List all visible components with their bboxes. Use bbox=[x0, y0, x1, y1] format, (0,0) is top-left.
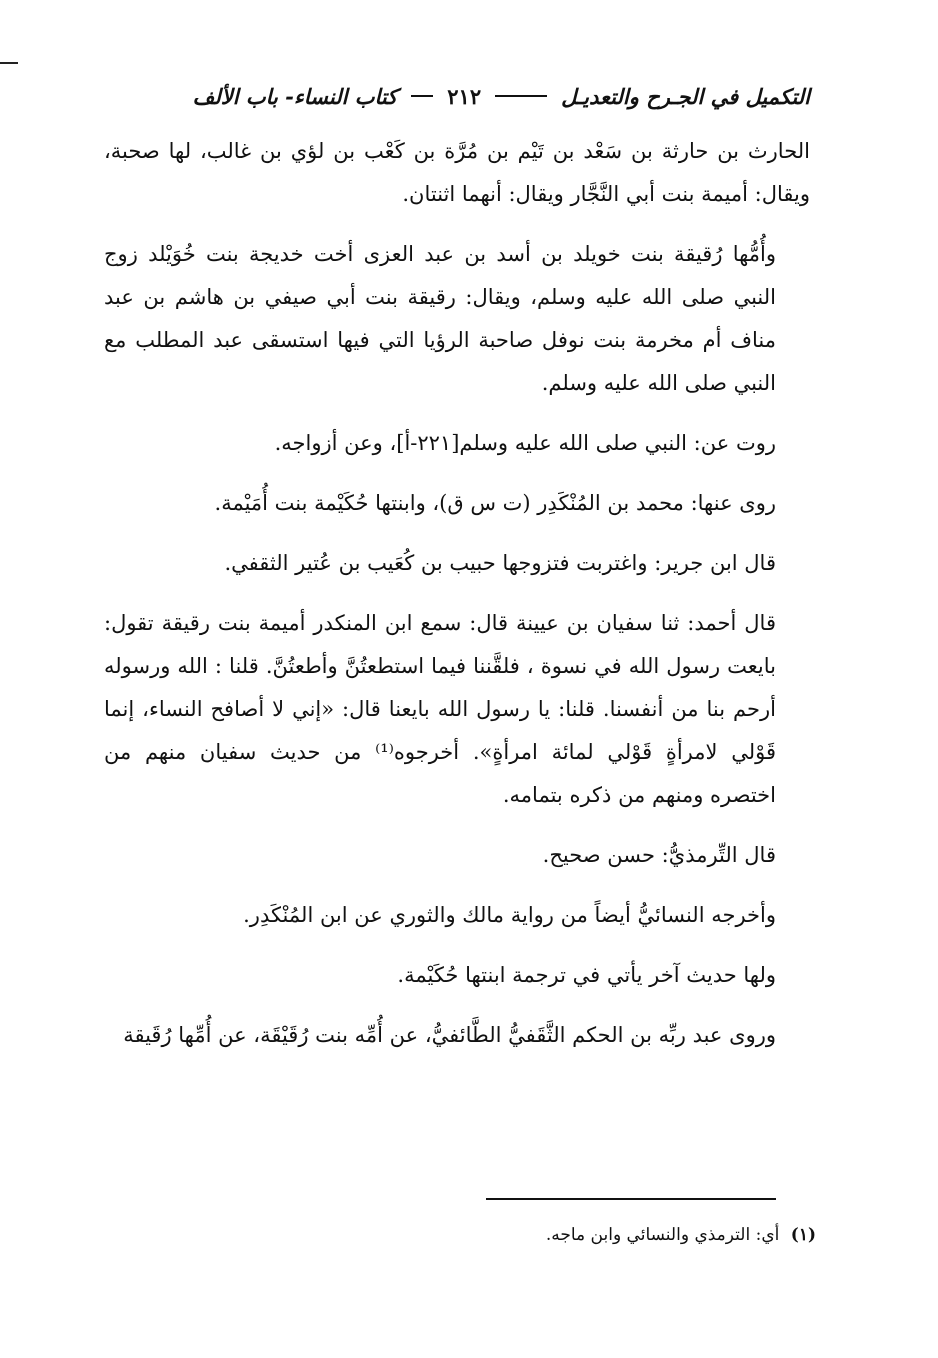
running-header bbox=[180, 78, 810, 114]
paragraph: وأخرجه النسائيُّ أيضاً من رواية مالك والثوري عن ابن المُنْكَدِر. bbox=[243, 903, 776, 927]
paragraph: قال أحمد: ثنا سفيان بن عيينة قال: سمع ابن المنكدر أميمة بنت رقيقة تقول: بايعت رسول الله في نسوة ، فلقَّننا فيما استطعتُنَّ وأطعتُنَّ. قلنا : الله ورسوله أرحم بنا من أنفسنا. قلنا: يا رسول الله بايعنا قال: «إني لا أصافح النساء، إنما قَوْلي لامرأةٍ قَوْلي لمائة امرأةٍ». أخرجوه⁽¹⁾ من حديث سفيان منهم من اختصره ومنهم من ذكره بتمامه. bbox=[104, 611, 776, 807]
book-title: التكميل في الجـرح والتعديـل bbox=[561, 83, 810, 109]
paragraph: ولها حديث آخر يأتي في ترجمة ابنتها حُكَيْمة. bbox=[397, 963, 776, 987]
footnote-divider bbox=[486, 1198, 776, 1200]
paragraph: روت عن: النبي صلى الله عليه وسلم[٢٢١-أ]، وعن أزواجه. bbox=[274, 431, 776, 455]
paragraph: قال التِّرمذيُّ: حسن صحيح. bbox=[542, 843, 776, 867]
paragraph: وأُمُّها رُقيقة بنت خويلد بن أسد بن عبد العزى أخت خديجة بنت خُوَيْلد زوج النبي صلى الله عليه وسلم، ويقال: رقيقة بنت أبي صيفي بن هاشم بن عبد مناف أم مخرمة بنت نوفل صاحبة الرؤيا التي فيها استسقى عبد المطلب مع النبي صلى الله عليه وسلم. bbox=[104, 242, 776, 395]
paragraph: وروى عبد ربِّه بن الحكم الثَّقَفيُّ الطَّائفيُّ، عن أُمِّه بنت رُقَيْقَة، عن أُمِّها رُقَيقة bbox=[123, 1023, 776, 1047]
page-number: ٢١٢ bbox=[447, 83, 482, 109]
section-title: كتاب النساء- باب الألف bbox=[192, 83, 398, 109]
footnote bbox=[300, 1220, 816, 1250]
main-text bbox=[104, 130, 810, 1074]
footnote-number: (١) bbox=[790, 1225, 816, 1245]
header-separator bbox=[495, 95, 547, 97]
footnote-text: أي: الترمذي والنسائي وابن ماجه. bbox=[545, 1225, 780, 1245]
scan-edge-mark bbox=[0, 62, 18, 64]
paragraph: قال ابن جرير: واغتربت فتزوجها حبيب بن كُعَيب بن عُتير الثقفي. bbox=[224, 551, 776, 575]
paragraph: الحارث بن حارثة بن سَعْد بن تَيْم بن مُرَّة بن كَعْب بن لؤي بن غالب، لها صحبة، ويقال: أميمة بنت أبي النَّجَّار ويقال: أنهما اثنتان. bbox=[104, 139, 810, 206]
header-separator bbox=[411, 95, 433, 97]
paragraph: روى عنها: محمد بن المُنْكَدِر (ت س ق)، وابنتها حُكَيْمة بنت أُمَيْمة. bbox=[214, 491, 776, 515]
